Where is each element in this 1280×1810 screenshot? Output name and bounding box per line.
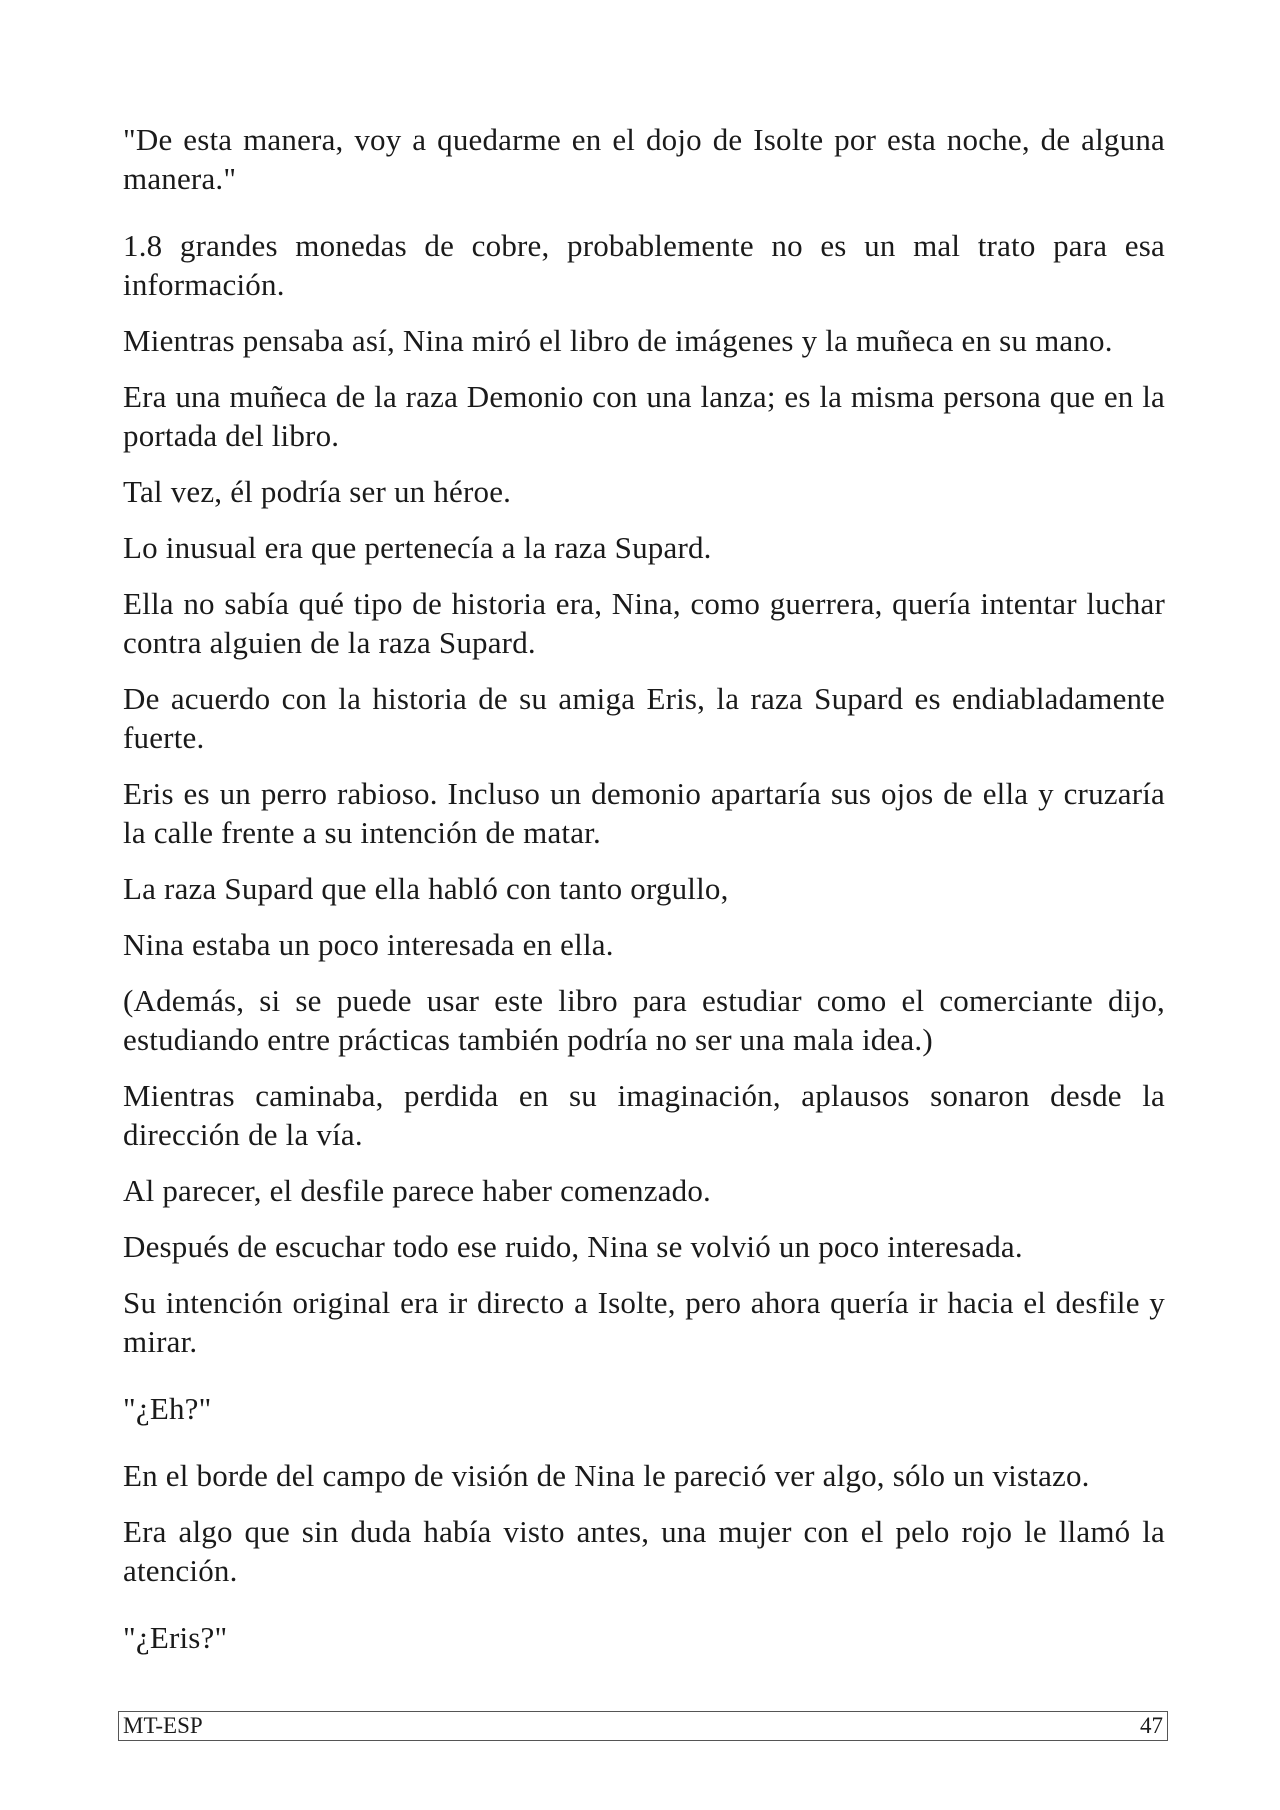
paragraph-19: Era algo que sin duda había visto antes, una mujer con el pelo rojo le llamó la atención. — [123, 1514, 1165, 1588]
paragraph-12: (Además, si se puede usar este libro para estudiar como el comerciante dijo, estudiando entre prácticas también podría no ser una mala idea.) — [123, 983, 1165, 1057]
page-number: 47 — [1140, 1713, 1163, 1738]
paragraph-11: Nina estaba un poco interesada en ella. — [123, 927, 614, 962]
paragraph-16: Su intención original era ir directo a Isolte, pero ahora quería ir hacia el desfile y mirar. — [123, 1285, 1165, 1359]
paragraph-9: Eris es un perro rabioso. Incluso un demonio apartaría sus ojos de ella y cruzaría la calle frente a su intención de matar. — [123, 776, 1165, 850]
paragraph-1: "De esta manera, voy a quedarme en el dojo de Isolte por esta noche, de alguna manera." — [123, 122, 1165, 196]
paragraph-6: Lo inusual era que pertenecía a la raza Supard. — [123, 530, 712, 565]
paragraph-15: Después de escuchar todo ese ruido, Nina se volvió un poco interesada. — [123, 1229, 1023, 1264]
paragraph-8: De acuerdo con la historia de su amiga Eris, la raza Supard es endiabladamente fuerte. — [123, 681, 1165, 755]
paragraph-13: Mientras caminaba, perdida en su imaginación, aplausos sonaron desde la dirección de la vía. — [123, 1078, 1165, 1152]
paragraph-5: Tal vez, él podría ser un héroe. — [123, 474, 512, 509]
paragraph-20: "¿Eris?" — [123, 1620, 228, 1655]
paragraph-18: En el borde del campo de visión de Nina le pareció ver algo, sólo un vistazo. — [123, 1458, 1090, 1493]
page-body — [123, 120, 1165, 1674]
footer-label: MT-ESP — [123, 1713, 203, 1738]
paragraph-17: "¿Eh?" — [123, 1391, 212, 1426]
page-footer — [118, 1711, 1168, 1741]
paragraph-14: Al parecer, el desfile parece haber comenzado. — [123, 1173, 711, 1208]
paragraph-2: 1.8 grandes monedas de cobre, probablemente no es un mal trato para esa información. — [123, 228, 1165, 302]
paragraph-3: Mientras pensaba así, Nina miró el libro de imágenes y la muñeca en su mano. — [123, 323, 1113, 358]
paragraph-10: La raza Supard que ella habló con tanto orgullo, — [123, 871, 729, 906]
paragraph-7: Ella no sabía qué tipo de historia era, Nina, como guerrera, quería intentar luchar contra alguien de la raza Supard. — [123, 586, 1165, 660]
paragraph-4: Era una muñeca de la raza Demonio con una lanza; es la misma persona que en la portada del libro. — [123, 379, 1165, 453]
